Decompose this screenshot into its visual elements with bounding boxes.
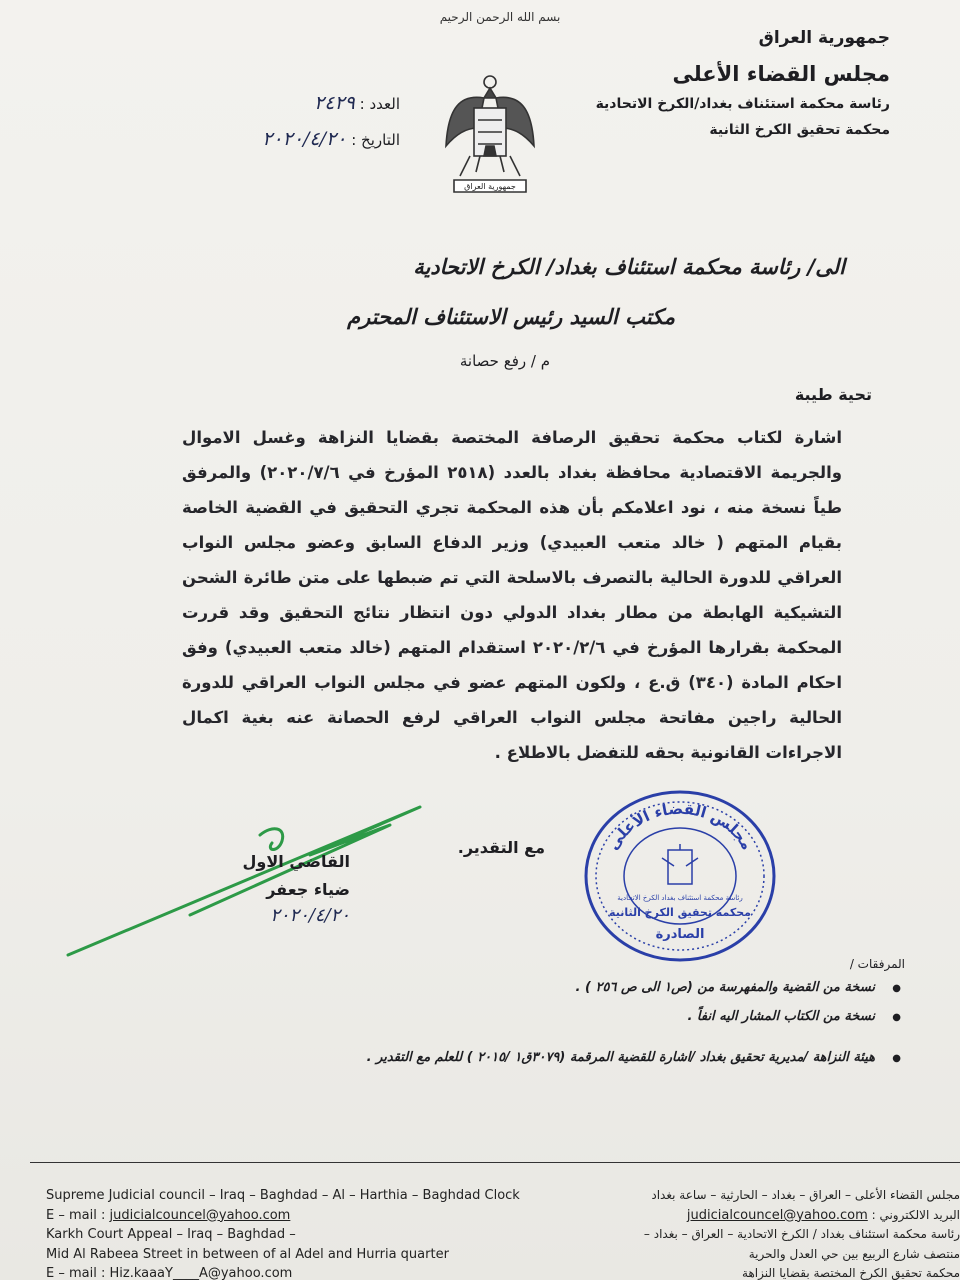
stamp-issued: الصادرة: [655, 927, 705, 942]
emblem-label: جمهورية العراق: [464, 182, 516, 191]
footer-ar-email-row: البريد الالكتروني : judicialcouncel@yahoo.com: [686, 1207, 960, 1223]
court-title: محكمة تحقيق الكرخ الثانية: [709, 122, 890, 138]
footer-ar-address: مجلس القضاء الأعلى – العراق – بغداد – الحارثية – ساعة بغداد: [651, 1188, 960, 1202]
letter-body: اشارة لكتاب محكمة تحقيق الرصافة المختصة بقضايا النزاهة وغسل الاموال والجريمة الاقتصادية محافظة بغداد بالعدد (٢٥١٨ المؤرخ في ٢٠٢٠/٧/٦) والمرفق طياً نسخة منه ، نود اعلامكم بأن هذه المحكمة تجري التحقيق في القضية الخاصة بقيام المتهم ( خالد متعب العبيدي) وزير الدفاع السابق وعضو مجلس النواب العراقي للدورة الحالية بالتصرف بالاسلحة التي تم ضبطها على متن طائرة الشحن التشيكية الهابطة من مطار بغداد الدولي دون انتظار نتائج التحقيق وقد قررت المحكمة بقرارها المؤرخ في ٢٠٢٠/٢/٦ استقدام المتهم (خالد متعب العبيدي) وفق احكام المادة (٣٤٠) ق.ع ، ولكون المتهم عضو في مجلس النواب العراقي للدورة الحالية راجين مفاتحة مجلس النواب العراقي لرفع الحصانة عنه بغية اكمال الاجراءات القانونية بحقه للتفضل بالاطلاع .: [182, 428, 843, 762]
attachment-item: ● نسخة من القضية والمفهرسة من (ص١ الى ص ٢٥٦ ) .: [575, 980, 901, 995]
footer-ar-email-link[interactable]: judicialcouncel@yahoo.com: [686, 1207, 868, 1223]
footer-divider: [30, 1162, 960, 1163]
footer-en-email-link[interactable]: judicialcouncel@yahoo.com: [109, 1207, 291, 1223]
footer-english: [46, 1186, 566, 1280]
signature-date: ٢٠٢٠/٤/٢٠: [270, 905, 350, 926]
addressee-line: الى/ رئاسة محكمة استئناف بغداد/ الكرخ الاتحادية: [413, 255, 845, 279]
number-row: [200, 92, 400, 114]
footer-en-email-row: E – mail : judicialcouncel@yahoo.com: [46, 1207, 291, 1223]
council-title: مجلس القضاء الأعلى: [672, 62, 890, 86]
number-value: ٢٤٢٩: [314, 92, 355, 114]
bullet-icon: ●: [892, 1053, 901, 1064]
signer-name: ضياء جعفر: [266, 880, 350, 899]
attachments-title: المرفقات /: [849, 957, 905, 971]
date-label: التاريخ :: [351, 131, 400, 149]
signature-block: [180, 848, 350, 904]
basmala: بسم الله الرحمن الرحيم: [439, 10, 561, 24]
office-line: مكتب السيد رئيس الاستئناف المحترم: [347, 305, 675, 329]
attachments-list: [175, 980, 901, 1079]
stamp-court: محكمة تحقيق الكرخ الثانية: [609, 906, 751, 919]
regards: مع التقدير.: [457, 838, 545, 857]
footer-ar-court2: محكمة تحقيق الكرخ المختصة بقضايا النزاهة: [742, 1266, 960, 1280]
subject-line: م / رفع حصانة: [459, 352, 550, 370]
presidency-title: رئاسة محكمة استئناف بغداد/الكرخ الاتحادية: [595, 96, 890, 112]
stamp-ring-text: مجلس القضاء الأعلى: [603, 799, 757, 854]
eagle-emblem-icon: [440, 68, 540, 200]
footer-ar-court: رئاسة محكمة استئناف بغداد / الكرخ الاتحادية – العراق – بغداد –: [643, 1227, 960, 1241]
republic-title: جمهورية العراق: [758, 28, 890, 48]
reference-block: [200, 92, 400, 164]
bullet-icon: ●: [892, 983, 901, 994]
date-value: ٢٠٢٠/٤/٢٠: [262, 128, 347, 150]
date-row: [200, 128, 400, 150]
footer-arabic: [640, 1186, 960, 1280]
footer-en-street: Mid Al Rabeea Street in between of al Adel and Hurria quarter: [46, 1246, 449, 1262]
greeting: تحية طيبة: [794, 385, 872, 404]
footer-en-address: Supreme Judicial council – Iraq – Baghdad – Al – Harthia – Baghdad Clock: [46, 1188, 520, 1203]
copy-recipient-item: ● هيئة النزاهة /مديرية تحقيق بغداد /اشارة للقضية المرقمة (٣٠٧٩ق١ /٢٠١٥ ) للعلم مع التقدير .: [366, 1050, 901, 1065]
signer-title: القاضي الاول: [242, 852, 350, 871]
stamp-inner-text: رئاسة محكمة استئناف بغداد الكرخ الاتحادية: [617, 894, 743, 902]
footer-en-email2: E – mail : Hiz.kaaaY____A@yahoo.com: [46, 1266, 293, 1280]
footer-ar-street: منتصف شارع الربيع بين حي العدل والحرية: [748, 1246, 960, 1261]
attachment-item: ● نسخة من الكتاب المشار اليه انفاً .: [687, 1009, 901, 1024]
footer-en-court: Karkh Court Appeal – Iraq – Baghdad –: [46, 1227, 296, 1242]
bullet-icon: ●: [892, 1012, 901, 1023]
number-label: العدد :: [359, 95, 400, 113]
official-stamp-icon: [582, 788, 778, 964]
